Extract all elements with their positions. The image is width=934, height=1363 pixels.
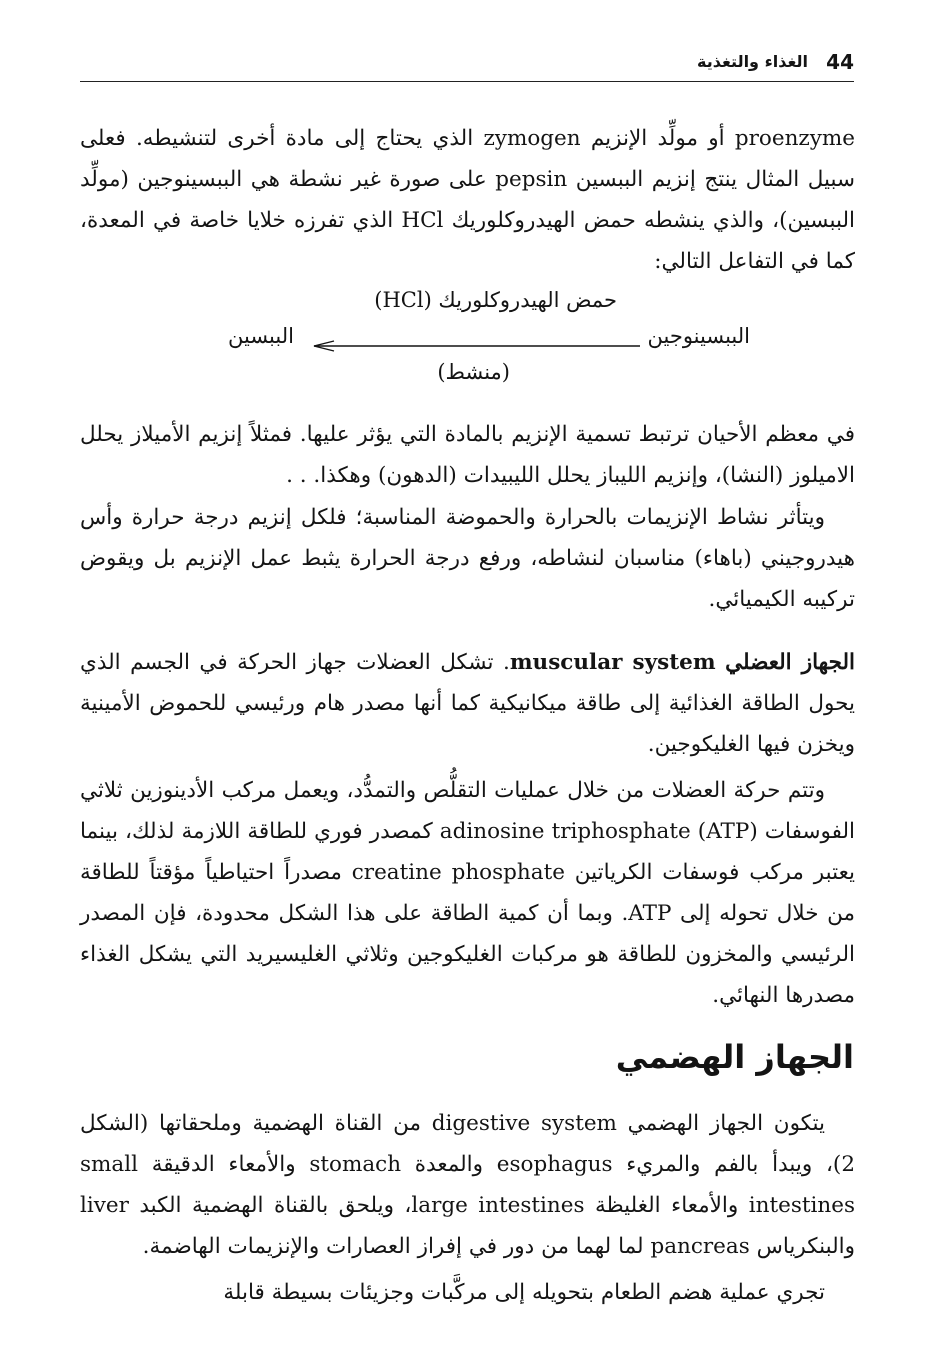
paragraph-enzyme-naming xyxy=(80,414,855,496)
pepsin-reaction xyxy=(80,288,855,398)
paragraph-text: تجري عملية هضم الطعام بتحويله إلى مركَّبات وجزيئات بسيطة قابلة xyxy=(223,1280,825,1305)
running-title: الغذاء والتغذية xyxy=(697,52,808,71)
term-muscular-system: الجهاز العضلي xyxy=(725,650,855,675)
paragraph-atp xyxy=(80,770,855,1016)
paragraph-text: وتتم حركة العضلات من خلال عمليات التقلُّص والتمدُّد، ويعمل مركب الأدينوزين ثلاثي الفوسفات adinosine triphosphate (ATP) كمصدر فوري للطاقة اللازمة لذلك، بينما يعتبر مركب فوسفات الكرياتين creatine phosphate مصدراً احتياطياً مؤقتاً للطاقة من خلال تحوله إلى ATP. وبما أن كمية الطاقة على هذا الشكل محدودة، فإن المصدر الرئيسي والمخزون للطاقة هو مركبات الغليكوجين وثلاثي الغليسيريد التي يشكل الغذاء مصدرها النهائي. xyxy=(80,778,856,1008)
paragraph-text xyxy=(80,642,855,765)
paragraph-text: في معظم الأحيان ترتبط تسمية الإنزيم بالمادة التي يؤثر عليها. فمثلاً إنزيم الأميلاز يحلل الاميلوز (النشا)، وإنزيم الليباز يحلل الليبيدات (الدهون) وهكذا. . . xyxy=(80,422,855,488)
paragraph-digestive-system xyxy=(80,1103,855,1267)
paragraph-enzyme-activity xyxy=(80,497,855,620)
term-muscular-system-en: muscular system xyxy=(509,650,716,675)
page-number: 44 xyxy=(826,50,854,74)
reaction-product: الببسين xyxy=(228,324,294,348)
reaction-reactant: الببسينوجين xyxy=(647,324,750,348)
reaction-condition: (منشط) xyxy=(437,360,510,384)
paragraph-zymogen xyxy=(80,118,855,282)
paragraph-text: ويتأثر نشاط الإنزيمات بالحرارة والحموضة المناسبة؛ فلكل إنزيم درجة حرارة وأس هيدروجيني (باهاء) مناسبان لنشاطه، ورفع درجة الحرارة يثبط عمل الإنزيم بل ويقوض تركيبه الكيميائي. xyxy=(80,505,855,612)
reaction-arrow xyxy=(312,340,642,352)
section-heading-digestive-system: الجهاز الهضمي xyxy=(615,1038,854,1076)
page-header xyxy=(80,44,854,82)
paragraph-digestion xyxy=(80,1272,855,1313)
reaction-catalyst: حمض الهيدروكلوريك (HCl) xyxy=(374,288,617,312)
muscular-system-text: . تشكل العضلات جهاز الحركة في الجسم الذي يحول الطاقة الغذائية إلى طاقة ميكانيكية كما أنها مصدر هام ورئيسي للحموض الأمينية ويخزن فيها الغليكوجين. xyxy=(80,650,855,757)
paragraph-muscular-system xyxy=(80,642,855,765)
paragraph-text: proenzyme أو مولِّد الإنزيم zymogen الذي يحتاج إلى مادة أخرى لتنشيطه. فعلى سبيل المثال ينتج إنزيم الببسين pepsin على صورة غير نشطة هي الببسينوجين (مولِّد الببسين)، والذي ينشطه حمض الهيدروكلوريك HCl الذي تفرزه خلايا خاصة في المعدة، كما في التفاعل التالي: xyxy=(80,126,856,274)
header-rule xyxy=(80,81,854,82)
paragraph-text: يتكون الجهاز الهضمي digestive system من القناة الهضمية وملحقاتها (الشكل 2)، ويبدأ بالفم والمريء esophagus والمعدة stomach والأمعاء الدقيقة small intestines والأمعاء الغليظة large intestines، ويلحق بالقناة الهضمية الكبد liver والبنكرياس pancreas لما لهما من دور في إفراز العصارات والإنزيمات الهاضمة. xyxy=(80,1111,855,1259)
